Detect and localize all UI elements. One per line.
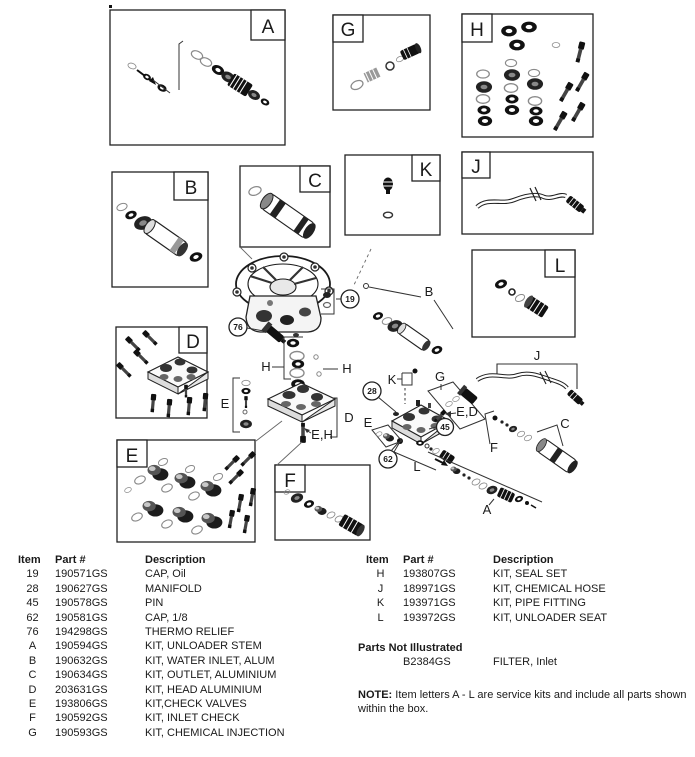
callout-B (364, 284, 454, 356)
part-item: F (29, 712, 36, 725)
kit-box-H-letter: H (470, 20, 484, 41)
part-item: 76 (26, 626, 39, 639)
kit-box-J (462, 152, 593, 234)
parts-row (10, 639, 346, 653)
part-description: KIT, UNLOADER STEM (145, 640, 262, 653)
kit-box-L-letter: L (554, 256, 566, 277)
parts-row (358, 611, 692, 625)
kit-box-A-letter: A (261, 17, 275, 38)
part-number: 190593GS (55, 726, 108, 739)
crankcase (233, 253, 333, 337)
callout-letter-ED: E,D (456, 404, 478, 419)
seal-stack-H (261, 337, 351, 389)
callout-letter-H-right: H (342, 361, 352, 376)
parts-table-right (358, 553, 692, 717)
callout-letter-J: J (533, 348, 541, 363)
small-stack-E (221, 378, 252, 432)
part-description: MANIFOLD (145, 582, 202, 595)
part-number: 194298GS (55, 626, 108, 639)
part-item: D (28, 683, 37, 696)
col-header-item: Item (18, 554, 41, 566)
part-number: 190571GS (55, 568, 108, 581)
col-header-part: Part # (403, 554, 434, 566)
part-description: KIT, OUTLET, ALUMINIUM (145, 669, 277, 682)
callout-letter-B: B (424, 284, 434, 299)
pump-head (268, 383, 354, 443)
col-header-description: Description (145, 554, 206, 566)
callout-letter-K: K (387, 372, 397, 387)
kit-box-F-letter: F (284, 471, 296, 492)
kit-box-E-letter: E (125, 446, 139, 467)
callout-letter-A: A (482, 502, 492, 517)
parts-table-left-header (10, 553, 346, 567)
callout-F (485, 411, 533, 455)
kit-box-G-letter: G (340, 20, 356, 41)
callout-letter-G: G (434, 369, 446, 384)
parts-row-not-illustrated (358, 655, 692, 669)
part-description: KIT, CHEMICAL HOSE (493, 582, 606, 595)
kit-box-D-letter: D (186, 332, 200, 353)
callout-letter-E-head: E (363, 415, 373, 430)
parts-not-illustrated-title: Parts Not Illustrated (358, 642, 463, 655)
callout-K (388, 369, 418, 405)
parts-table-left (10, 553, 346, 740)
part-number: 189971GS (403, 582, 456, 595)
part-number: 190578GS (55, 597, 108, 610)
part-description: CAP, 1/8 (145, 611, 188, 624)
kit-box-C (240, 166, 330, 247)
kit-box-A (110, 10, 285, 145)
parts-row (10, 567, 346, 581)
col-header-description: Description (493, 554, 554, 566)
parts-row (10, 711, 346, 725)
note-text: Item letters A - L are service kits and include all parts shown within the box. (358, 688, 687, 716)
callout-letter-F: F (490, 440, 498, 455)
part-item: H (376, 568, 385, 581)
kit-box-H (462, 14, 593, 137)
callout-letter-EH: E,H (311, 427, 333, 442)
callout-A (428, 452, 542, 517)
parts-table-right-header (358, 553, 692, 567)
part-description: KIT,CHECK VALVES (145, 698, 247, 711)
part-item: 19 (26, 568, 39, 581)
part-number: 190581GS (55, 611, 108, 624)
part-number: 190627GS (55, 582, 108, 595)
parts-row (10, 726, 346, 740)
callout-number-62: 62 (383, 454, 393, 464)
part-number: B2384GS (403, 656, 451, 669)
part-number: 193972GS (403, 611, 456, 624)
part-description: KIT, PIPE FITTING (493, 597, 586, 610)
note-label: NOTE: (358, 688, 393, 701)
part-item: K (376, 597, 385, 610)
parts-row (10, 697, 346, 711)
callout-letter-E-left: E (220, 396, 230, 411)
kit-box-F (275, 465, 370, 540)
part-number: 193806GS (55, 698, 108, 711)
part-description: KIT, WATER INLET, ALUM (145, 654, 275, 667)
callout-number-28: 28 (367, 386, 377, 396)
part-description: KIT, CHEMICAL INJECTION (145, 726, 285, 739)
callout-letter-D: D (344, 410, 354, 425)
parts-row (10, 596, 346, 610)
part-description: THERMO RELIEF (145, 626, 235, 639)
part-item: C (28, 669, 37, 682)
part-number: 190592GS (55, 712, 108, 725)
callout-number-19: 19 (345, 294, 355, 304)
part-number: 190634GS (55, 669, 108, 682)
parts-row (10, 683, 346, 697)
kit-box-D (116, 327, 209, 418)
part-number: 190632GS (55, 654, 108, 667)
parts-row (10, 582, 346, 596)
part-item: G (28, 726, 37, 739)
part-description: FILTER, Inlet (493, 656, 557, 669)
kit-box-K (345, 155, 440, 235)
part-description: KIT, INLET CHECK (145, 712, 240, 725)
callout-letter-L: L (413, 459, 421, 474)
callout-L (394, 440, 455, 474)
callout-C (534, 416, 579, 475)
kit-box-B-letter: B (184, 178, 198, 199)
part-number: 193807GS (403, 568, 456, 581)
part-number: 190594GS (55, 640, 108, 653)
part-item: 62 (26, 611, 39, 624)
part-item: E (28, 698, 37, 711)
part-description: KIT, UNLOADER SEAT (493, 611, 608, 624)
parts-row (358, 582, 692, 596)
kit-box-J-letter: J (471, 157, 481, 178)
kit-box-C-letter: C (308, 171, 322, 192)
parts-row (358, 596, 692, 610)
kit-box-G (333, 15, 430, 110)
part-description: KIT, SEAL SET (493, 568, 568, 581)
parts-row (10, 654, 346, 668)
kit-box-B (112, 172, 208, 287)
parts-row (10, 625, 346, 639)
part-number: 193971GS (403, 597, 456, 610)
parts-row (10, 611, 346, 625)
col-header-part: Part # (55, 554, 86, 566)
col-header-item: Item (366, 554, 389, 566)
callout-letter-H-left: H (261, 359, 271, 374)
kit-box-K-letter: K (419, 160, 433, 181)
part-item: J (377, 582, 384, 595)
callout-letter-C: C (560, 416, 570, 431)
kit-box-L (472, 250, 575, 337)
part-description: KIT, HEAD ALUMINIUM (145, 683, 262, 696)
part-item: L (377, 611, 384, 624)
kit-box-E (117, 440, 256, 542)
part-description: CAP, Oil (145, 568, 186, 581)
part-item (358, 655, 403, 669)
callout-number-45: 45 (440, 422, 450, 432)
part-item: A (28, 640, 37, 653)
part-number: 203631GS (55, 683, 108, 696)
part-item: B (28, 654, 37, 667)
part-description: PIN (145, 597, 164, 610)
print-artifact-dot (109, 5, 112, 8)
callout-J-hose (477, 348, 586, 407)
parts-row (358, 567, 692, 581)
part-item: 45 (26, 597, 39, 610)
part-item: 28 (26, 582, 39, 595)
callout-19-oil-cap (321, 289, 359, 314)
note-block (358, 688, 692, 717)
parts-row (10, 668, 346, 682)
callout-number-76: 76 (233, 322, 243, 332)
